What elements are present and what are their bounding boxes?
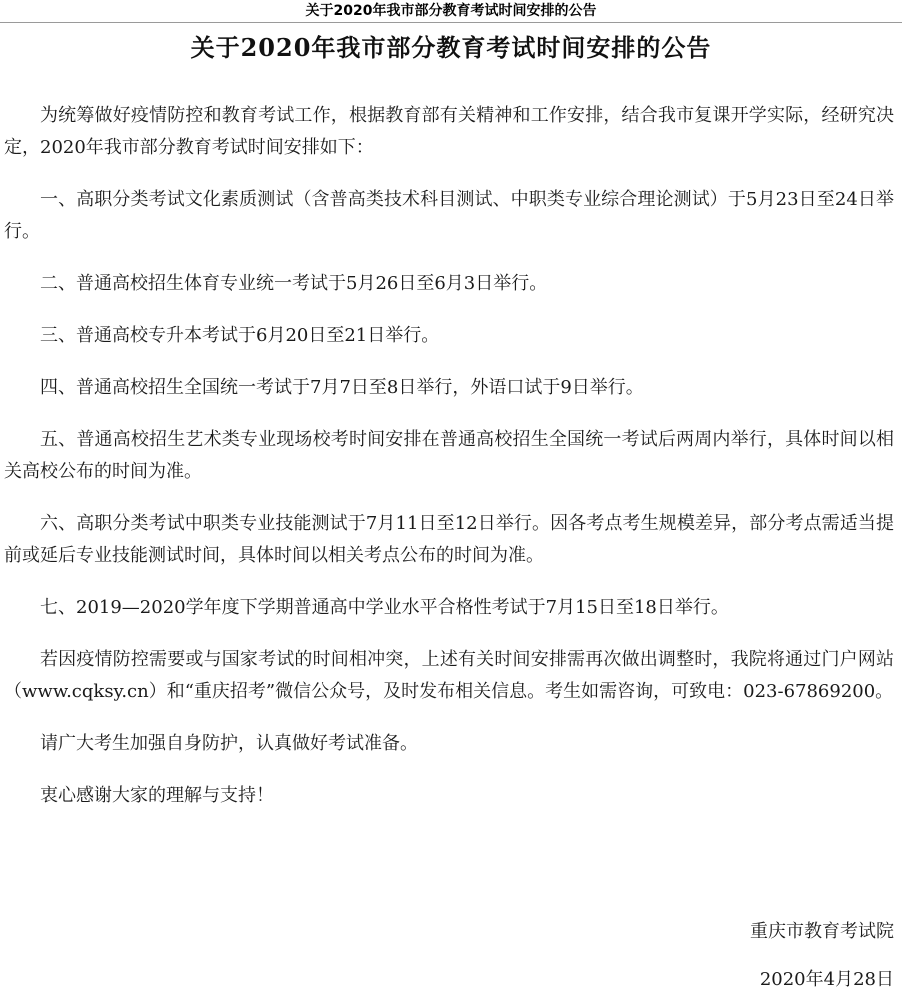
signature-date: 2020年4月28日	[759, 969, 894, 990]
paragraph-thanks: 衷心感谢大家的理解与支持！	[40, 785, 274, 806]
document-title: 关于2020年我市部分教育考试时间安排的公告	[190, 33, 712, 62]
window-title: 关于2020年我市部分教育考试时间安排的公告	[0, 0, 902, 23]
paragraph-adjustment-notice: 若因疫情防控需要或与国家考试的时间相冲突，上述有关时间安排需再次做出调整时，我院将通过门户网站（www.cqksy.cn）和“重庆招考”微信公众号，及时发布相关信息。考生如需咨询，可致电：023-67869200。	[4, 649, 894, 702]
paragraph-item-2: 二、普通高校招生体育专业统一考试于5月26日至6月3日举行。	[40, 273, 548, 294]
paragraph-reminder: 请广大考生加强自身防护，认真做好考试准备。	[40, 733, 418, 754]
paragraph-item-7: 七、2019—2020学年度下学期普通高中学业水平合格性考试于7月15日至18日举行。	[40, 597, 729, 618]
paragraph-item-3: 三、普通高校专升本考试于6月20日至21日举行。	[40, 325, 440, 346]
paragraph-item-6: 六、高职分类考试中职类专业技能测试于7月11日至12日举行。因各考点考生规模差异，部分考点需适当提前或延后专业技能测试时间，具体时间以相关考点公布的时间为准。	[4, 513, 894, 566]
paragraph-intro: 为统筹做好疫情防控和教育考试工作，根据教育部有关精神和工作安排，结合我市复课开学实际，经研究决定，2020年我市部分教育考试时间安排如下：	[4, 105, 894, 158]
paragraph-item-1: 一、高职分类考试文化素质测试（含普高类技术科目测试、中职类专业综合理论测试）于5月23日至24日举行。	[4, 189, 894, 242]
paragraph-item-5: 五、普通高校招生艺术类专业现场校考时间安排在普通高校招生全国统一考试后两周内举行，具体时间以相关高校公布的时间为准。	[4, 429, 894, 482]
signature-organization: 重庆市教育考试院	[750, 921, 894, 942]
document-body	[4, 100, 894, 832]
paragraph-item-4: 四、普通高校招生全国统一考试于7月7日至8日举行，外语口试于9日举行。	[40, 377, 644, 398]
